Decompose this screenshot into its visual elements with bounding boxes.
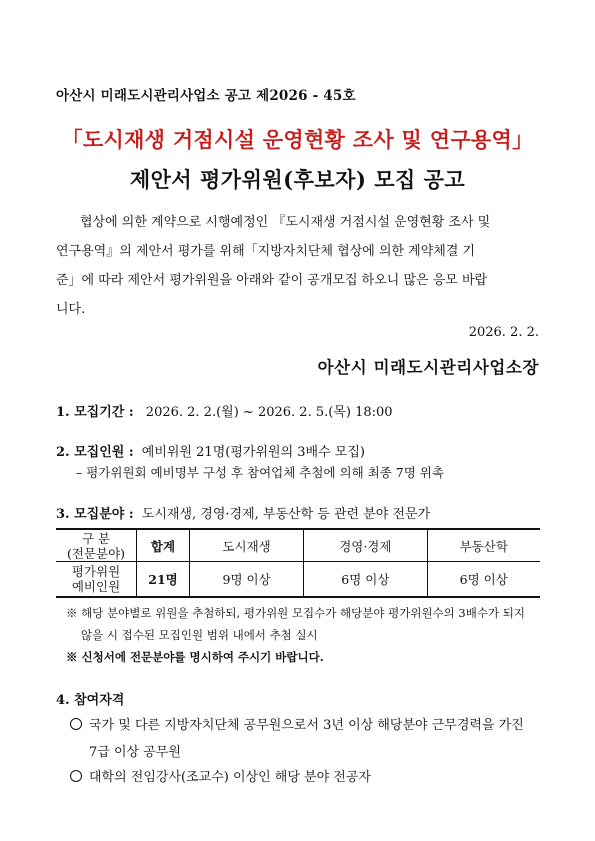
intro-line: 니다. [56,302,86,317]
eligibility-text: 대학의 전임강사(조교수) 이상인 해당 분야 전공자 [89,770,371,785]
section-value: 도시재생, 경영·경제, 부동산학 등 관련 분야 전문가 [141,507,431,522]
section-recruitment-field [56,503,430,522]
table-header-cell: 합계 [137,529,190,562]
section-heading: 1. 모집기간 : [56,405,134,420]
table-header-cell: 부동산학 [427,529,540,562]
table-cell: 6명 이상 [304,562,427,598]
table-header-row [56,529,540,562]
table-row [56,562,540,598]
intro-paragraph [56,208,540,324]
section-heading: 4. 참여자격 [56,693,125,708]
signer: 아산시 미래도시관리사업소장 [317,358,539,377]
notice-number: 아산시 미래도시관리사업소 공고 제2026 - 45호 [56,88,356,104]
eligibility-item [70,714,524,733]
section-heading: 2. 모집인원 : [56,445,134,460]
section-eligibility [56,689,124,708]
section-recruitment-count [56,441,365,460]
table-note-emphasis: ※ 신청서에 전문분야를 명시하여 주시기 바랍니다. [66,650,324,664]
table-header-cell: 도시재생 [190,529,304,562]
eligibility-item [70,766,371,785]
header-label: 구 분 [81,530,111,546]
table-note: 않을 시 접수된 모집인원 범위 내에서 추첨 실시 [81,628,318,642]
recruitment-table [56,528,540,598]
row-label: 예비인원 [71,579,121,594]
intro-line: 연구용역』의 제안서 평가를 위해「지방자치단체 협상에 의한 계약체결 기 [56,244,476,259]
table-cell: 21명 [137,562,190,598]
notice-title-project: 「도시재생 거점시설 운영현황 조사 및 연구용역」 [61,127,534,152]
header-label: (전문분야) [66,545,126,561]
notice-title: 제안서 평가위원(후보자) 모집 공고 [129,167,466,192]
table-note: ※ 해당 분야별로 위원을 추첨하되, 평가위원 모집수가 해당분야 평가위원수의 3배수가 되지 [66,606,525,620]
table-header-cell: 경영·경제 [304,529,427,562]
table-cell: 6명 이상 [427,562,540,598]
table-header-cell [56,529,137,562]
circle-bullet-icon [70,718,82,730]
eligibility-text: 국가 및 다른 지방자치단체 공무원으로서 3년 이상 해당분야 근무경력을 가진 [89,718,524,733]
notice-date: 2026. 2. 2. [468,325,539,340]
circle-bullet-icon [70,770,82,782]
section-heading: 3. 모집분야 : [56,507,134,522]
section-recruitment-period [56,401,393,420]
table-cell: 9명 이상 [190,562,304,598]
intro-line: 협상에 의한 계약으로 시행예정인 『도시재생 거점시설 운영현황 조사 및 [80,215,491,230]
table-cell [56,562,137,598]
eligibility-item-continued: 7급 이상 공무원 [89,745,181,760]
section-value: 2026. 2. 2.(월) ~ 2026. 2. 5.(목) 18:00 [145,405,393,420]
intro-line: 준」에 따라 제안서 평가위원을 아래와 같이 공개모집 하오니 많은 응모 바랍 [56,273,488,288]
section-value: 예비위원 21명(평가위원의 3배수 모집) [141,445,365,460]
row-label: 평가위원 [71,564,121,579]
section-subnote: – 평가위원회 예비명부 구성 후 참여업체 추첨에 의해 최종 7명 위촉 [76,465,444,480]
